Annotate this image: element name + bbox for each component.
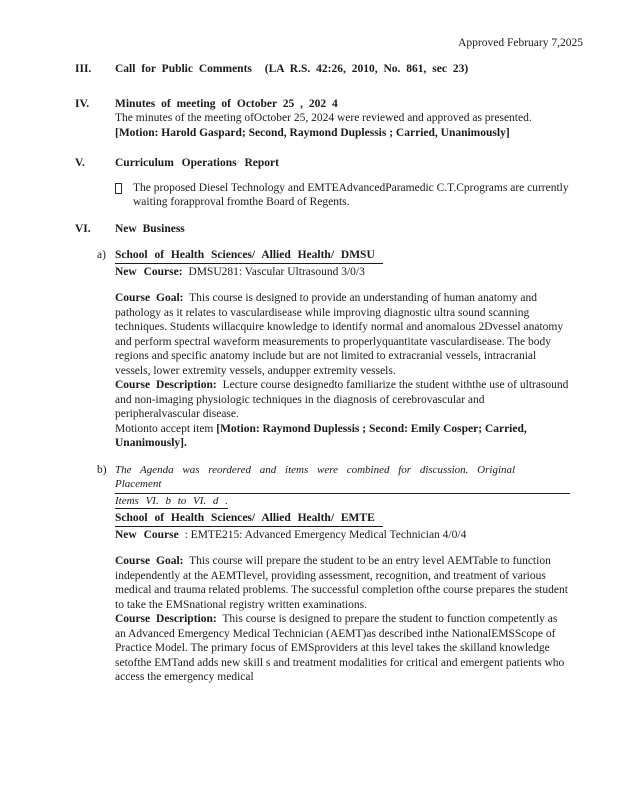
department-heading: School of Health Sciences/ Allied Health/ EMTE	[115, 511, 383, 527]
section-new-business	[75, 222, 570, 237]
course-description-label: Course Description:	[115, 613, 217, 625]
section-minutes-of-meeting	[75, 97, 570, 141]
section-curriculum-operations-report	[75, 156, 570, 210]
section-body	[115, 156, 570, 210]
agenda-item-body	[115, 248, 570, 451]
report-bullet-text: The proposed Diesel Technology and EMTEAdvancedParamedic C.T.Cprograms are currently waiting forapproval fromthe Board of Regents.	[133, 181, 569, 208]
motion-record: [Motion: Raymond Duplessis ; Second: Emily Cosper; Carried, Unanimously].	[115, 422, 527, 449]
course-description-text: This course is designed to prepare the student to function competently as an Advanced Emergency Medical Technician (AEMT)as described inthe NationalEMSScope of Practice Model. The primary focus of EMSproviders at this level takes the skilland knowledge setofthe EMTand adds new skill s and treatment modalities for critical and emergent patients who access the emergency medical	[115, 613, 565, 683]
section-title: Curriculum Operations Report	[115, 157, 279, 169]
section-numeral: IV.	[75, 97, 90, 110]
course-goal-text: This course is designed to provide an understanding of human anatomy and pathology as it relates to vasculardisease while improving diagnostic ultra sound scanning techniques. Students willacquire knowledge to identify normal and anomalous 2Dvessel anatomy and perform spectral waveform measurements to properlyquantitate vasculardisease. The body regions and specific anatomy include but are not limited to extracranial vessels, intracranial vessels, lower extremity vessels, andupper extremity vessels.	[115, 292, 564, 377]
section-title: New Business	[115, 222, 185, 235]
bullet-column	[115, 181, 133, 210]
new-course-line	[115, 265, 570, 280]
motion-paragraph	[115, 422, 570, 451]
department-heading: School of Health Sciences/ Allied Health/ DMSU	[115, 248, 383, 264]
new-course-label: New Course	[115, 528, 179, 541]
agenda-item-b	[97, 463, 570, 685]
section-body	[115, 97, 570, 141]
section-numeral: VI.	[75, 222, 91, 235]
agenda-item-a	[97, 248, 570, 451]
course-description-label: Course Description:	[115, 379, 217, 391]
course-description-paragraph	[115, 612, 570, 685]
section-numeral: III.	[75, 63, 92, 75]
motion-lead-text: Motionto accept item	[115, 422, 217, 435]
new-course-label: New Course:	[115, 265, 183, 278]
course-goal-text: This course will prepare the student to be an entry level AEMTable to function independently at the AEMTlevel, providing assessment, recognition, and treatment of various medical and trauma related problems. The successful completion ofthe course prepares the student to take the EMSnational registry written examinations.	[115, 555, 568, 611]
course-description-paragraph	[115, 378, 570, 422]
minutes-approval-text: The minutes of the meeting ofOctober 25, 2024 were reviewed and approved as presented.	[115, 112, 532, 124]
new-course-value: DMSU281: Vascular Ultrasound 3/0/3	[188, 265, 365, 278]
approval-note: Approved February 7,2025	[458, 37, 583, 49]
checkbox-bullet-icon	[115, 183, 122, 194]
minutes-approval-paragraph	[115, 111, 570, 140]
course-description-text: Lecture course designedto familiarize the student withthe use of ultrasound and non-imaging physiologic techniques in the diagnosis of cerebrovascular and peripheralvascular disease.	[115, 379, 569, 420]
section-title: Call for Public Comments	[115, 63, 252, 75]
section-body	[115, 222, 570, 237]
section-title: Minutes of meeting of October 25 , 202 4	[115, 97, 338, 110]
agenda-item-marker: a)	[97, 249, 106, 261]
course-goal-label: Course Goal:	[115, 292, 184, 304]
new-course-line	[115, 528, 570, 543]
agenda-item-marker: b)	[97, 463, 107, 476]
course-goal-paragraph	[115, 554, 570, 612]
course-detail-block	[115, 554, 570, 685]
agenda-item-body	[115, 463, 570, 685]
new-course-value: : EMTE215: Advanced Emergency Medical Technician 4/0/4	[184, 528, 467, 541]
agenda-reorder-note-line2: Items VI. b to VI. d .	[115, 494, 228, 510]
course-goal-paragraph	[115, 291, 570, 378]
section-call-for-public-comments	[75, 62, 570, 77]
agenda-reorder-note-line1: The Agenda was reordered and items were combined for discussion. Original Placement	[115, 463, 570, 494]
section-body	[115, 62, 570, 77]
section-numeral: V.	[75, 157, 85, 169]
minutes-content	[75, 62, 570, 685]
course-detail-block	[115, 291, 570, 451]
motion-record: [Motion: Harold Gaspard; Second, Raymond Duplessis ; Carried, Unanimously]	[115, 126, 510, 139]
course-goal-label: Course Goal:	[115, 555, 184, 567]
report-bullet-item	[115, 181, 570, 210]
section-title-citation: (LA R.S. 42:26, 2010, No. 861, sec 23)	[264, 63, 469, 75]
